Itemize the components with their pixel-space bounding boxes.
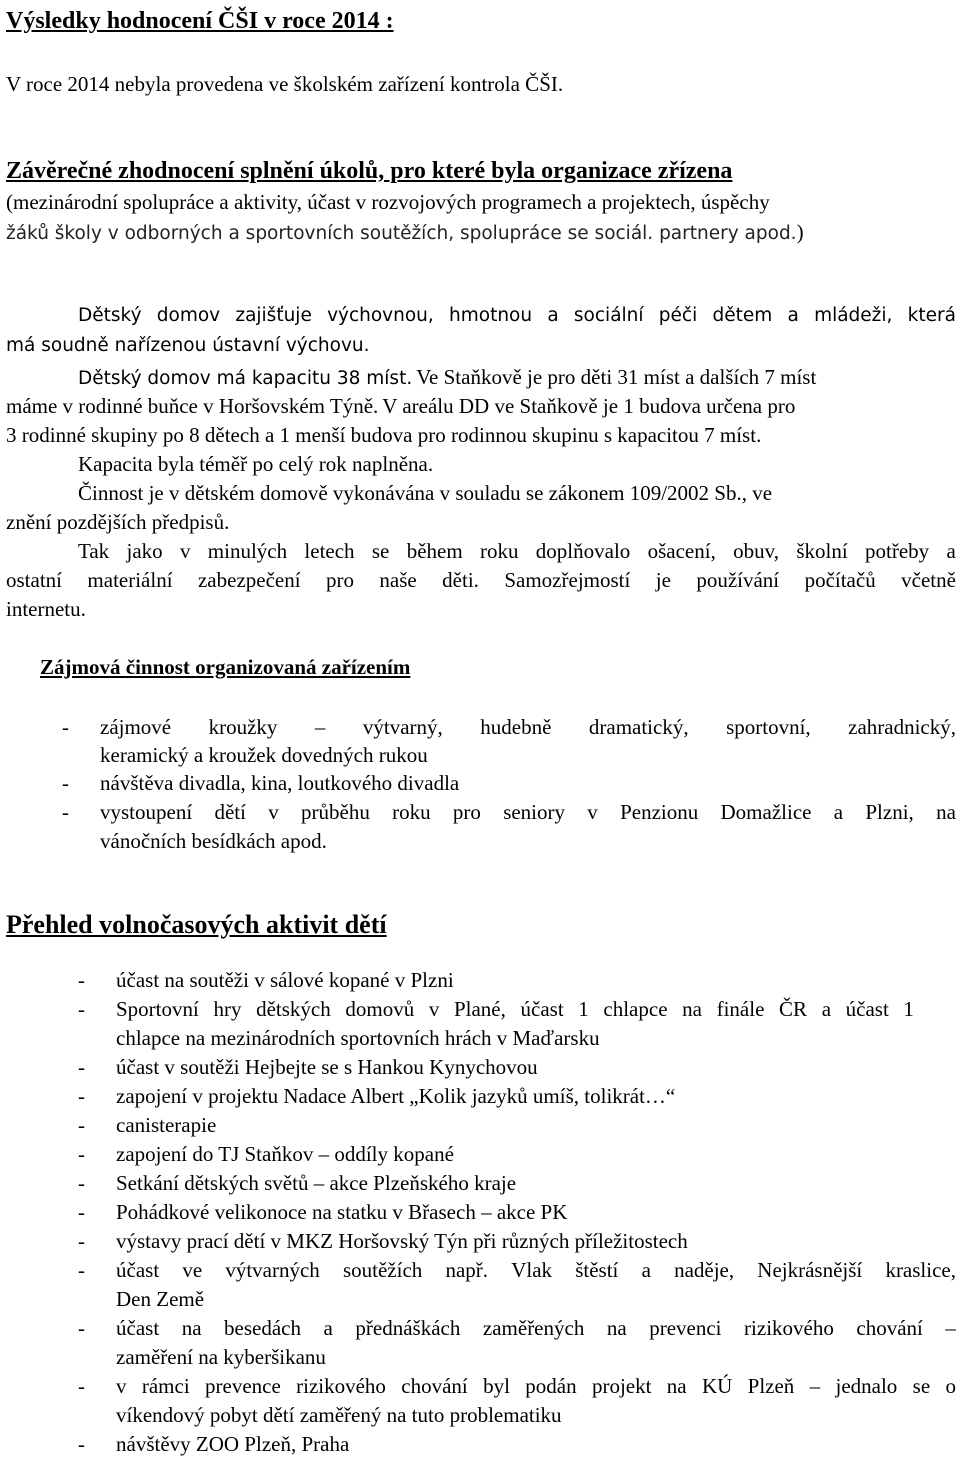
word: vystoupení	[100, 800, 193, 824]
word: hry	[213, 997, 242, 1021]
word: zaměřených	[482, 1316, 585, 1340]
list-item: Pohádkové velikonoce na statku v Břasech – akce PK	[116, 1200, 568, 1224]
word: se	[912, 1374, 931, 1398]
body-line: internetu.	[6, 597, 86, 621]
word: Samozřejmostí	[504, 568, 631, 592]
word: Tak	[78, 539, 110, 563]
section-note-text: žáků školy v odborných a sportovních soutěžích, spolupráce se sociál. partnery apod.	[6, 223, 797, 244]
word: a	[833, 800, 844, 824]
word: 1	[903, 997, 914, 1021]
list-item: Setkání dětských světů – akce Plzeňského kraje	[116, 1171, 517, 1195]
list-item	[116, 1316, 956, 1340]
word: účast	[116, 1258, 160, 1282]
word: zabezpečení	[197, 568, 301, 592]
word: děti.	[442, 568, 479, 592]
list-bullet: -	[78, 1055, 85, 1079]
list-item-continuation: víkendový pobyt dětí zaměřený na tuto problematiku	[116, 1403, 562, 1427]
word: výtvarných	[225, 1258, 320, 1282]
word: pro	[326, 568, 354, 592]
list-bullet: -	[78, 997, 85, 1021]
list-item-continuation: chlapce na mezinárodních sportovních hrách v Maďarsku	[116, 1026, 600, 1050]
body-line: má soudně nařízenou ústavní výchovu.	[6, 335, 370, 356]
word: během	[406, 539, 463, 563]
list-bullet: -	[62, 715, 69, 739]
list-item	[116, 997, 914, 1021]
word: besedách	[224, 1316, 302, 1340]
word: prevence	[205, 1374, 281, 1398]
word: dramatický,	[588, 715, 689, 739]
word: na	[936, 800, 956, 824]
word: pro	[452, 800, 481, 824]
word: výtvarný,	[362, 715, 443, 739]
list-item-continuation: vánočních besídkách apod.	[100, 829, 327, 853]
word: v	[116, 1374, 127, 1398]
body-line	[6, 394, 795, 418]
word: v	[587, 800, 598, 824]
word: v	[179, 539, 191, 563]
word: Sportovní	[116, 997, 199, 1021]
list-item: účast na soutěži v sálové kopané v Plzni	[116, 968, 454, 992]
word: jednalo	[835, 1374, 898, 1398]
word: hudebně	[480, 715, 552, 739]
body-line: znění pozdějších předpisů.	[6, 510, 230, 534]
body-line	[78, 365, 816, 389]
word: prevenci	[649, 1316, 722, 1340]
word: dětem	[712, 305, 773, 326]
word: mládeži,	[814, 305, 893, 326]
word: hmotnou	[449, 305, 533, 326]
word: ošacení,	[647, 539, 716, 563]
word: naděje,	[674, 1258, 735, 1282]
section-heading-interest-activities: Zájmová činnost organizovaná zařízením	[40, 655, 411, 679]
list-item: účast v soutěži Hejbejte se s Hankou Kynychovou	[116, 1055, 538, 1079]
word: na	[666, 1374, 687, 1398]
word: Plzeň	[747, 1374, 795, 1398]
word: účast	[520, 997, 564, 1021]
word: Penzionu	[620, 800, 699, 824]
body-text-sans: Dětský domov má kapacitu 38 míst.	[78, 368, 413, 389]
word: např.	[445, 1258, 489, 1282]
word: ve	[182, 1258, 203, 1282]
list-item: zapojení do TJ Staňkov – oddíly kopané	[116, 1142, 454, 1166]
word: kroužky	[208, 715, 278, 739]
csi-result-text: V roce 2014 nebyla provedena ve školském zařízení kontrola ČŠI.	[6, 72, 564, 96]
word: materiální	[87, 568, 173, 592]
word: Nejkrásnější	[757, 1258, 863, 1282]
word: –	[945, 1316, 956, 1340]
body-line	[78, 539, 956, 563]
word: na	[181, 1316, 202, 1340]
word: byl	[483, 1374, 510, 1398]
word: rizikového	[744, 1316, 834, 1340]
word: roku	[479, 539, 519, 563]
word: ČR	[779, 997, 808, 1021]
word: rámci	[141, 1374, 190, 1398]
word: –	[809, 1374, 821, 1398]
list-item-continuation: keramický a kroužek dovedných rukou	[100, 743, 428, 767]
word: používání	[696, 568, 780, 592]
list-item: canisterapie	[116, 1113, 217, 1137]
body-text-serif: V areálu DD ve Staňkově je 1 budova určena pro	[382, 394, 796, 418]
section-heading-conclusion: Závěrečné zhodnocení splnění úkolů, pro které byla organizace zřízena	[6, 158, 733, 184]
word: dětských	[256, 997, 331, 1021]
list-item-continuation: zaměření na kyberšikanu	[116, 1345, 326, 1369]
word: na	[682, 997, 702, 1021]
section-heading-leisure-activities: Přehled volnočasových aktivit dětí	[6, 910, 387, 939]
section-note-close: )	[796, 220, 804, 244]
word: naše	[379, 568, 417, 592]
word: chlapce	[603, 997, 668, 1021]
list-item-continuation: Den Země	[116, 1287, 205, 1311]
word: Domažlice	[720, 800, 812, 824]
word: sociální	[573, 305, 644, 326]
word: účast	[845, 997, 889, 1021]
word: účast	[116, 1316, 160, 1340]
body-line: 3 rodinné skupiny po 8 dětech a 1 menší budova pro rodinnou skupinu s kapacitou 7 míst.	[6, 423, 762, 447]
body-line: Činnost je v dětském domově vykonávána v souladu se zákonem 109/2002 Sb., ve	[78, 481, 773, 505]
word: a	[323, 1316, 333, 1340]
word: kraslice,	[885, 1258, 956, 1282]
word: průběhu	[301, 800, 370, 824]
page-title: Výsledky hodnocení ČŠI v roce 2014 :	[6, 8, 394, 34]
word: Vlak	[511, 1258, 553, 1282]
list-bullet: -	[78, 1113, 85, 1137]
word: soutěžích	[342, 1258, 423, 1282]
word: a	[547, 305, 559, 326]
word: letech	[304, 539, 355, 563]
word: přednáškách	[355, 1316, 461, 1340]
word: –	[314, 715, 326, 739]
word: chování	[401, 1374, 468, 1398]
word: na	[606, 1316, 627, 1340]
word: školní	[796, 539, 848, 563]
word: zahradnický,	[848, 715, 956, 739]
word: chování	[856, 1316, 923, 1340]
word: zájmové	[100, 715, 172, 739]
list-bullet: -	[78, 1258, 85, 1282]
word: a	[946, 539, 956, 563]
word: zajišťuje	[235, 305, 312, 326]
word: jako	[126, 539, 163, 563]
word: ostatní	[6, 568, 62, 592]
word: finále	[716, 997, 765, 1021]
word: o	[945, 1374, 956, 1398]
list-bullet: -	[78, 968, 85, 992]
section-note-line: (mezinárodní spolupráce a aktivity, účast v rozvojových programech a projektech, úspěchy	[6, 190, 770, 214]
list-bullet: -	[78, 1432, 85, 1456]
word: v	[268, 800, 279, 824]
list-bullet: -	[62, 800, 69, 824]
word: minulých	[207, 539, 288, 563]
word: Plané,	[453, 997, 506, 1021]
word: KÚ	[701, 1374, 733, 1398]
word: doplňovalo	[535, 539, 631, 563]
list-bullet: -	[62, 771, 69, 795]
word: Dětský	[78, 305, 142, 326]
word: která	[907, 305, 956, 326]
list-bullet: -	[78, 1316, 85, 1340]
list-item: výstavy prací dětí v MKZ Horšovský Týn při různých příležitostech	[116, 1229, 688, 1253]
word: 1	[578, 997, 589, 1021]
list-item: návštěva divadla, kina, loutkového divadla	[100, 771, 460, 795]
list-item: návštěvy ZOO Plzeň, Praha	[116, 1432, 350, 1456]
list-item	[116, 1258, 956, 1282]
section-note-line	[6, 220, 804, 244]
word: seniory	[503, 800, 566, 824]
list-item	[100, 800, 956, 824]
list-item	[100, 715, 956, 739]
word: v	[428, 997, 440, 1021]
word: výchovnou,	[327, 305, 434, 326]
word: podán	[525, 1374, 577, 1398]
body-text-serif: Ve Staňkově je pro děti 31 míst a dalších 7 míst	[416, 365, 817, 389]
body-line	[78, 305, 956, 326]
word: počítačů	[804, 568, 876, 592]
word: domov	[156, 305, 221, 326]
word: je	[655, 568, 671, 592]
word: sportovní,	[726, 715, 811, 739]
word: štěstí	[575, 1258, 619, 1282]
word: rizikového	[296, 1374, 386, 1398]
word: a	[821, 997, 832, 1021]
word: a	[641, 1258, 651, 1282]
list-bullet: -	[78, 1200, 85, 1224]
body-line	[6, 568, 956, 592]
word: se	[371, 539, 390, 563]
word: včetně	[901, 568, 956, 592]
list-bullet: -	[78, 1084, 85, 1108]
body-text-serif: máme v rodinné buňce v Horšovském Týně.	[6, 394, 379, 418]
word: projekt	[591, 1374, 652, 1398]
word: a	[787, 305, 799, 326]
word: dětí	[214, 800, 246, 824]
word: domovů	[345, 997, 415, 1021]
word: obuv,	[733, 539, 780, 563]
body-line: Kapacita byla téměř po celý rok naplněna.	[78, 452, 434, 476]
list-bullet: -	[78, 1229, 85, 1253]
list-bullet: -	[78, 1171, 85, 1195]
word: potřeby	[865, 539, 930, 563]
word: péči	[658, 305, 698, 326]
list-bullet: -	[78, 1142, 85, 1166]
word: Plzni,	[865, 800, 914, 824]
list-item	[116, 1374, 956, 1398]
list-bullet: -	[78, 1374, 85, 1398]
list-item: zapojení v projektu Nadace Albert „Kolik jazyků umíš, tolikrát…“	[116, 1084, 676, 1108]
word: roku	[392, 800, 431, 824]
